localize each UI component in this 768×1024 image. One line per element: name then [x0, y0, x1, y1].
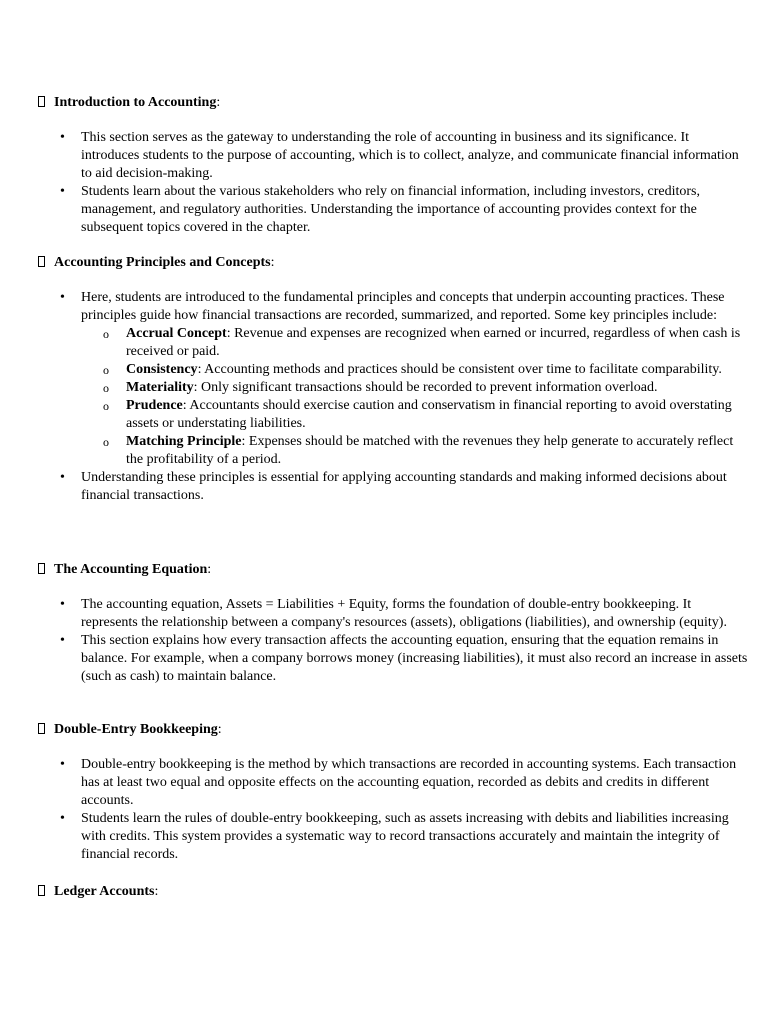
principle-item: o Materiality: Only significant transactions should be recorded to prevent information overload.: [103, 380, 658, 395]
principle-term: Consistency: [126, 362, 198, 377]
principle-item: o Matching Principle: Expenses should be matched with the revenues they help generate to accurately reflect the profitability of a period.: [103, 434, 734, 467]
box-glyph-icon: [38, 723, 45, 734]
bullet-icon: •: [60, 597, 65, 612]
principle-item: o Prudence: Accountants should exercise caution and conservatism in financial reporting to avoid overstating assets or understating liabilities.: [103, 398, 732, 431]
sub-bullet-icon: o: [103, 435, 109, 449]
section-ledger-accounts: [38, 883, 748, 901]
bullet-icon: •: [60, 633, 65, 648]
principle-item: o Accrual Concept: Revenue and expenses are recognized when earned or incurred, regardless of when cash is received or paid.: [103, 326, 741, 359]
box-glyph-icon: [38, 96, 45, 107]
bullet-icon: •: [60, 811, 65, 826]
box-glyph-icon: [38, 885, 45, 896]
section-heading: Introduction to Accounting:: [38, 94, 748, 112]
bullet-icon: •: [60, 470, 65, 485]
principles-list: [81, 325, 748, 469]
sub-bullet-icon: o: [103, 363, 109, 377]
section-heading: Accounting Principles and Concepts:: [38, 254, 748, 272]
list-item: • Double-entry bookkeeping is the method by which transactions are recorded in accounting systems. Each transaction has at least two equal and opposite effects on the accounting equation, recorded as debits and credits in different accounts.: [60, 757, 737, 808]
list-item: • This section explains how every transaction affects the accounting equation, ensuring that the equation remains in balance. For example, when a company borrows money (increasing liabilities), it must also record an increase in assets (such as cash) to maintain balance.: [60, 633, 748, 684]
sub-bullet-icon: o: [103, 381, 109, 395]
bullet-icon: •: [60, 757, 65, 772]
box-glyph-icon: [38, 563, 45, 574]
list-item: • Students learn about the various stakeholders who rely on financial information, including investors, creditors, management, and regulatory authorities. Understanding the importance of accounting provides context for the subsequent topics covered in the chapter.: [60, 184, 700, 235]
sub-bullet-icon: o: [103, 327, 109, 341]
section-double-entry-bookkeeping: [38, 721, 748, 864]
bullet-icon: •: [60, 184, 65, 199]
principle-term: Matching Principle: [126, 434, 242, 449]
section-title: Ledger Accounts: [54, 884, 155, 899]
box-glyph-icon: [38, 256, 45, 267]
principle-term: Accrual Concept: [126, 326, 227, 341]
list-item: • Understanding these principles is essential for applying accounting standards and making informed decisions about financial transactions.: [60, 470, 727, 503]
section-title: Accounting Principles and Concepts: [54, 255, 271, 270]
principle-term: Prudence: [126, 398, 183, 413]
list-item: • This section serves as the gateway to understanding the role of accounting in business and its significance. It introduces students to the purpose of accounting, which is to collect, analyze, and communicate financial information to aid decision-making.: [60, 130, 739, 181]
bullet-list: [38, 756, 748, 864]
sub-bullet-icon: o: [103, 399, 109, 413]
section-accounting-principles-and-concepts: [38, 254, 748, 505]
list-item: • The accounting equation, Assets = Liabilities + Equity, forms the foundation of double-entry bookkeeping. It represents the relationship between a company's resources (assets), obligations (liabilities), and ownership (equity).: [60, 597, 727, 630]
bullet-list: [38, 289, 748, 505]
section-title: Introduction to Accounting: [54, 95, 217, 110]
list-item: • Here, students are introduced to the fundamental principles and concepts that underpin accounting practices. These principles guide how financial transactions are recorded, summarized, and reported. Some key principles include: o Accrual Concept: Revenue and expenses are recognized when earned or incurred, regardless of when cash is received or paid. o Consistency: Accounting methods and practices should be consistent over time to facilitate comparability. o Materiality: Only significant transactions should be recorded to prevent information overload. o Prudence: Accountants should exercise caution and conservatism in financial reporting to avoid overstating assets or understating liabilities. o Matching Principle: Expenses should be matched with the revenues they help generate to accurately reflect the profitability of a period.: [38, 289, 748, 469]
bullet-icon: •: [60, 130, 65, 145]
list-item: • Students learn the rules of double-entry bookkeeping, such as assets increasing with debits and liabilities increasing with credits. This system provides a systematic way to record transactions accurately and maintain the integrity of financial records.: [60, 811, 729, 862]
section-heading: Ledger Accounts:: [38, 883, 748, 901]
section-title: Double-Entry Bookkeeping: [54, 722, 218, 737]
bullet-icon: •: [60, 290, 65, 305]
section-title: The Accounting Equation: [54, 562, 208, 577]
section-heading: The Accounting Equation:: [38, 561, 748, 579]
bullet-list: [38, 129, 748, 237]
principle-item: o Consistency: Accounting methods and practices should be consistent over time to facilitate comparability.: [103, 362, 722, 377]
principle-term: Materiality: [126, 380, 194, 395]
bullet-list: [38, 596, 748, 686]
section-introduction-to-accounting: [38, 94, 748, 237]
section-the-accounting-equation: [38, 561, 748, 686]
section-heading: Double-Entry Bookkeeping:: [38, 721, 748, 739]
